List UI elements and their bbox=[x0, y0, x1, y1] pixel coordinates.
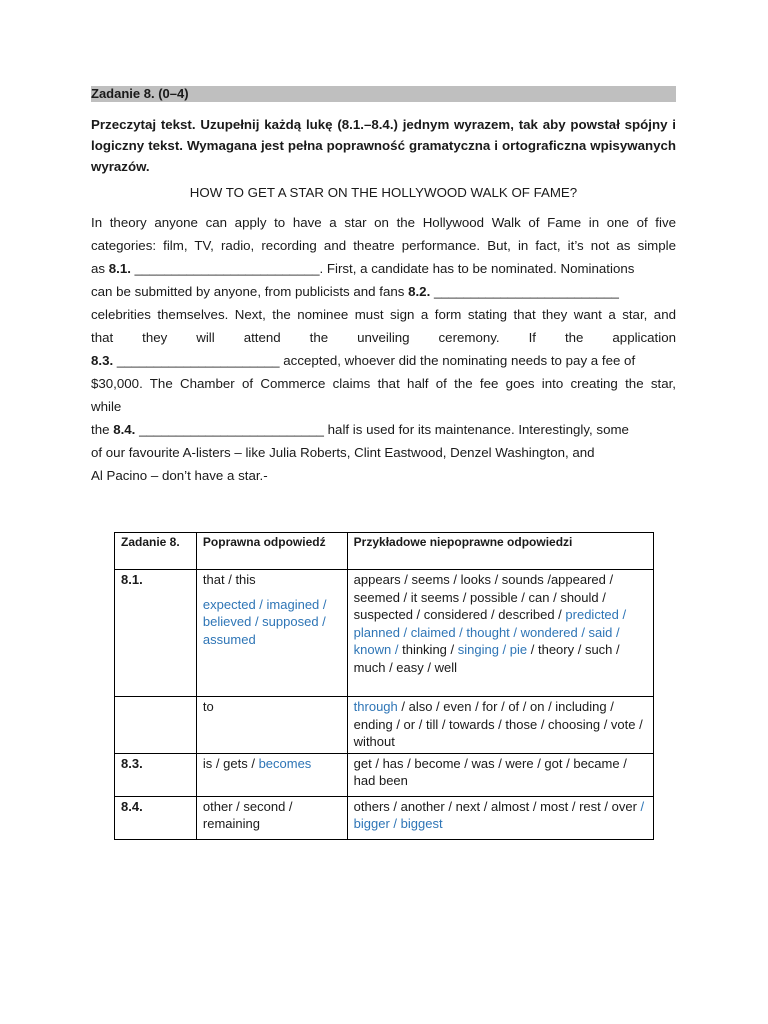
table-row bbox=[115, 753, 654, 796]
header-task: Zadanie 8. bbox=[115, 533, 197, 570]
gap-label-8-3: 8.3. bbox=[91, 353, 114, 368]
task-instruction: Przeczytaj tekst. Uzupełnij każdą lukę (8.1.–8.4.) jednym wyrazem, tak aby powstał spójny i logiczny tekst. Wymagana jest pełna poprawność gramatyczna i ortograficzna wpisywanych wyrazów. bbox=[91, 117, 676, 174]
passage-line: of our favourite A-listers – like Julia Roberts, Clint Eastwood, Denzel Washington, and bbox=[91, 445, 595, 460]
task-header: Zadanie 8. (0–4) bbox=[91, 86, 676, 102]
row-number bbox=[115, 697, 197, 754]
passage-line: 8.3. ______________________ accepted, whoever did the nominating needs to pay a fee of bbox=[91, 353, 636, 368]
passage-line: $30,000. The Chamber of Commerce claims that half of the fee goes into creating the star, bbox=[91, 376, 676, 391]
correct-answer: to bbox=[196, 697, 347, 754]
incorrect-answers: through / also / even / for / of / on / including / ending / or / till / towards / those / choosing / vote / without bbox=[347, 697, 653, 754]
gap-blank-8-2: _________________________ bbox=[430, 284, 619, 299]
passage-line: celebrities themselves. Next, the nominee must sign a form stating that they want a star, and bbox=[91, 307, 676, 322]
row-number: 8.3. bbox=[115, 753, 197, 796]
passage-line: while bbox=[91, 399, 122, 414]
incorrect-answers: appears / seems / looks / sounds /appeared / seemed / it seems / possible / can / should / suspected / considered / described / predicted / planned / claimed / thought / wondered / said / known / thinking / singing / pie / theory / such / much / easy / well bbox=[347, 570, 653, 697]
gap-blank-8-4: _________________________ bbox=[135, 422, 324, 437]
passage-title: HOW TO GET A STAR ON THE HOLLYWOOD WALK OF FAME? bbox=[189, 185, 578, 200]
incorrect-answers: get / has / become / was / were / got / became / had been bbox=[347, 753, 653, 796]
incorrect-answers: others / another / next / almost / most / rest / over / bigger / biggest bbox=[347, 796, 653, 839]
answers-table bbox=[114, 532, 654, 840]
gap-label-8-4: 8.4. bbox=[113, 422, 136, 437]
table-row bbox=[115, 796, 654, 839]
correct-answer: other / second / remaining bbox=[196, 796, 347, 839]
exam-page bbox=[91, 86, 676, 487]
passage-line: In theory anyone can apply to have a star on the Hollywood Walk of Fame in one of five bbox=[91, 215, 676, 230]
table-row bbox=[115, 570, 654, 697]
gap-label-8-2: 8.2. bbox=[408, 284, 431, 299]
passage-line: the 8.4. _________________________ half is used for its maintenance. Interestingly, some bbox=[91, 422, 629, 437]
correct-answer: is / gets / becomes bbox=[196, 753, 347, 796]
passage-line: can be submitted by anyone, from publicists and fans 8.2. _________________________ bbox=[91, 284, 619, 299]
row-number: 8.4. bbox=[115, 796, 197, 839]
gap-blank-8-3: ______________________ bbox=[113, 353, 280, 368]
table-header-row bbox=[115, 533, 654, 570]
header-incorrect: Przykładowe niepoprawne odpowiedzi bbox=[347, 533, 653, 570]
passage-line: Al Pacino – don’t have a star.- bbox=[91, 468, 268, 483]
passage-line: categories: film, TV, radio, recording and theatre performance. But, in fact, it’s not as simple bbox=[91, 238, 676, 253]
gap-label-8-1: 8.1. bbox=[108, 261, 131, 276]
gap-blank-8-1: _________________________ bbox=[130, 261, 320, 276]
passage-line: as 8.1. _________________________. First, a candidate has to be nominated. Nominations bbox=[91, 261, 635, 276]
table-row bbox=[115, 697, 654, 754]
header-correct: Poprawna odpowiedź bbox=[196, 533, 347, 570]
passage-body bbox=[91, 211, 676, 487]
correct-answer: that / this expected / imagined / believed / supposed / assumed bbox=[196, 570, 347, 697]
row-number: 8.1. bbox=[115, 570, 197, 697]
passage-line: that they will attend the unveiling ceremony. If the application bbox=[91, 330, 676, 345]
